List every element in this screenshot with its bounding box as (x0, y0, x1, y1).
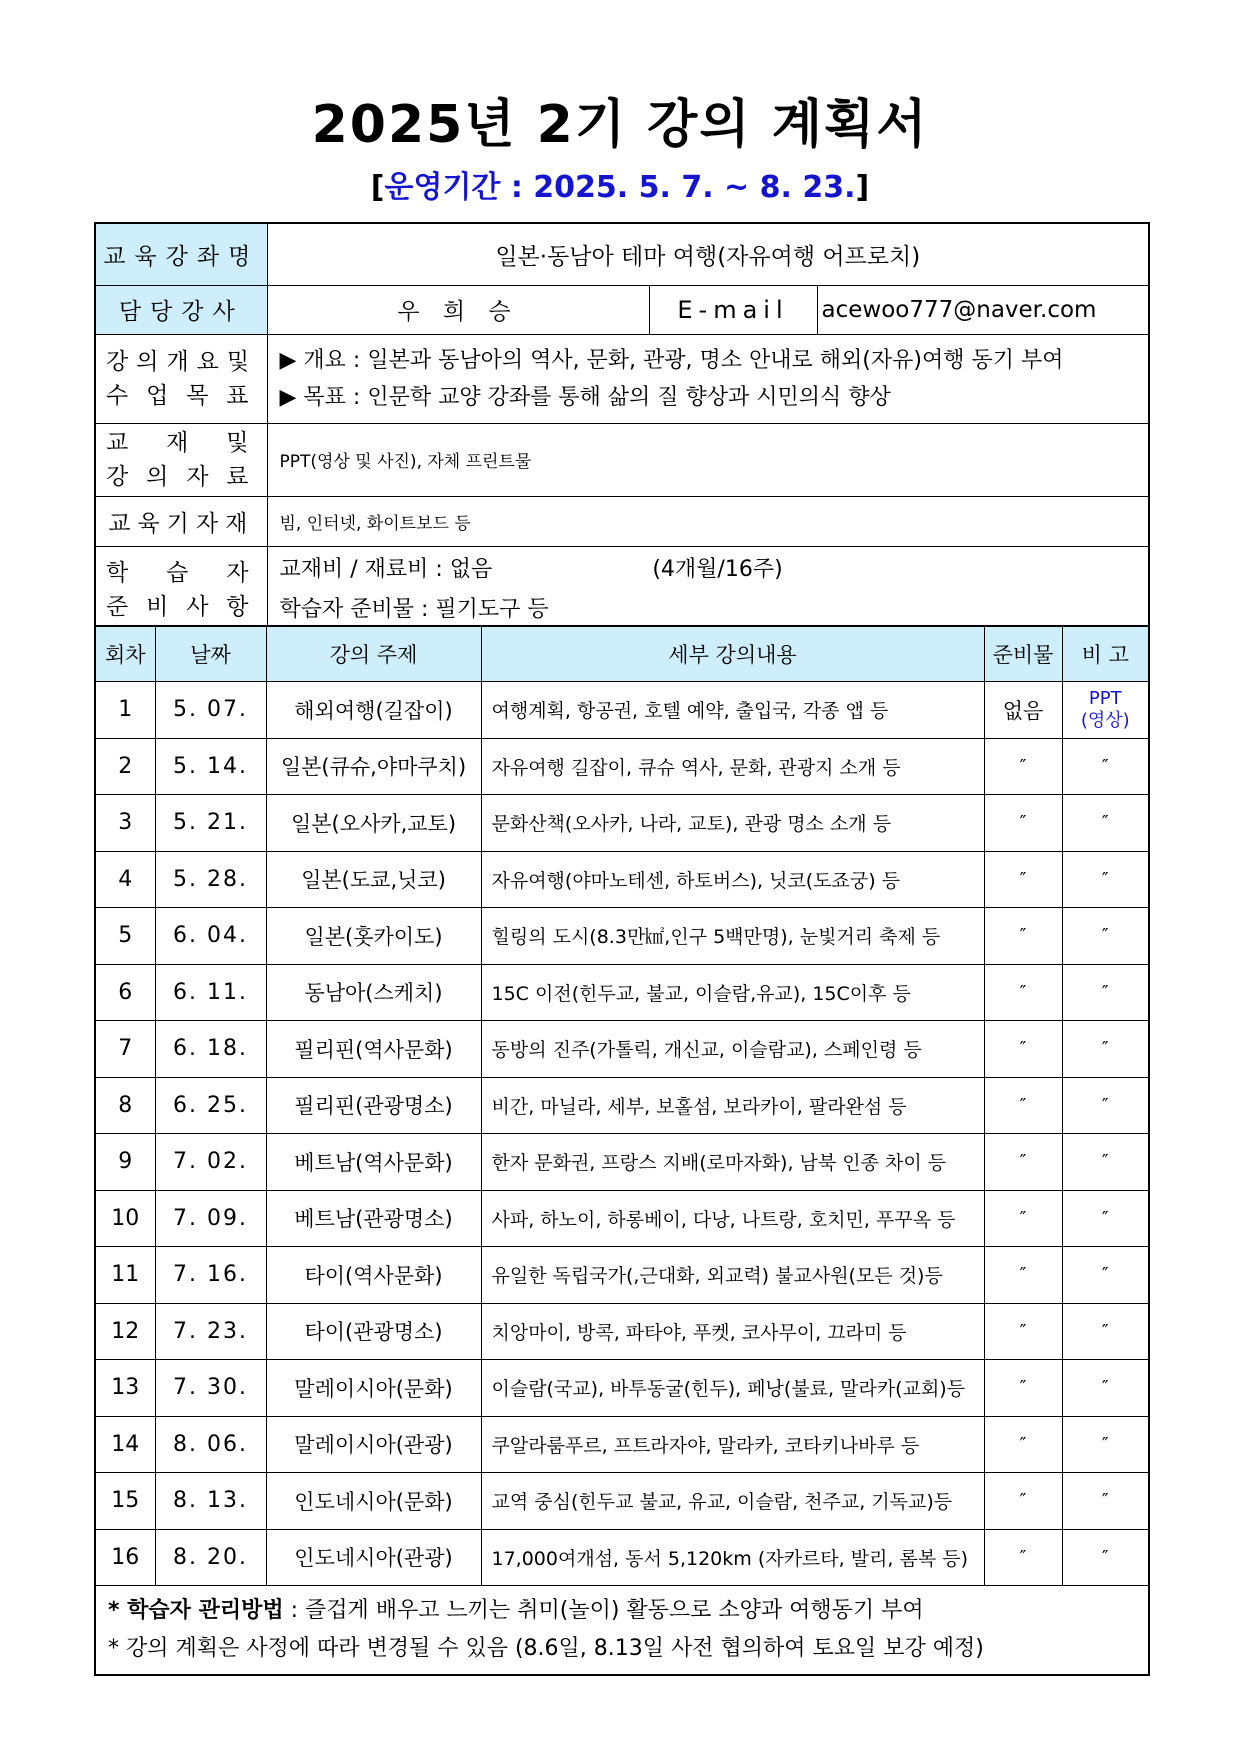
prep-cell: ″ (984, 1360, 1062, 1417)
note2: * 강의 계획은 사정에 따라 변경될 수 있음 (8.6일, 8.13일 사전 협의하여 토요일 보강 예정) (108, 1636, 984, 1661)
note-cell: PPT (영상) (1062, 682, 1149, 739)
topic-cell: 베트남(관광명소) (266, 1190, 481, 1247)
topic-cell: 동남아(스케치) (266, 964, 481, 1021)
session-number: 7 (95, 1021, 155, 1078)
label-char: 목 (186, 382, 217, 409)
table-row (95, 908, 1149, 965)
table-row (95, 1077, 1149, 1134)
topic-cell: 말레이시아(관광) (266, 1416, 481, 1473)
table-row (95, 795, 1149, 852)
table-row (95, 1416, 1149, 1473)
learner-label (95, 546, 267, 634)
topic-cell: 필리핀(관광명소) (266, 1077, 481, 1134)
table-row (95, 1021, 1149, 1078)
note-cell: ″ (1062, 1021, 1149, 1078)
prep-cell: 없음 (984, 682, 1062, 739)
prep-cell: ″ (984, 1190, 1062, 1247)
date-cell: 8. 13. (155, 1473, 266, 1530)
label-char: 준 (106, 593, 137, 620)
document-title: 2025년 2기 강의 계획서 (311, 95, 929, 155)
detail-cell: 문화산책(오사카, 나라, 교토), 관광 명소 소개 등 (481, 795, 984, 852)
course-name-value: 일본·동남아 테마 여행(자유여행 어프로치) (267, 223, 1149, 285)
session-number: 11 (95, 1247, 155, 1304)
date-cell: 6. 25. (155, 1077, 266, 1134)
detail-cell: 쿠알라룸푸르, 프트라자야, 말라카, 코타키나바루 등 (481, 1416, 984, 1473)
prep-cell: ″ (984, 1303, 1062, 1360)
learner-prep-line: 학습자 준비물 : 필기도구 등 (279, 596, 549, 622)
note-cell: ″ (1062, 738, 1149, 795)
note-cell: ″ (1062, 964, 1149, 1021)
table-row (95, 1360, 1149, 1417)
topic-cell: 일본(홋카이도) (266, 908, 481, 965)
topic-cell: 필리핀(역사문화) (266, 1021, 481, 1078)
session-number: 12 (95, 1303, 155, 1360)
date-cell: 7. 16. (155, 1247, 266, 1304)
instructor-value: 우 희 승 (267, 285, 649, 334)
date-cell: 7. 30. (155, 1360, 266, 1417)
note1-text: : 즐겁게 배우고 느끼는 취미(놀이) 활동으로 소양과 여행동기 부여 (283, 1598, 924, 1623)
overview-line: ▶ 개요 : 일본과 동남아의 역사, 문화, 관광, 명소 안내로 해외(자유)여행 동기 부여 (279, 347, 1064, 373)
date-cell: 5. 07. (155, 682, 266, 739)
topic-cell: 일본(도쿄,닛코) (266, 851, 481, 908)
topic-cell: 타이(관광명소) (266, 1303, 481, 1360)
prep-cell: ″ (984, 1416, 1062, 1473)
email-label: E-mail (649, 285, 817, 334)
note-cell: ″ (1062, 1134, 1149, 1191)
label-char: 자 (226, 559, 257, 586)
date-cell: 5. 28. (155, 851, 266, 908)
label-char: 재 (166, 429, 197, 456)
label-char: 강 (106, 463, 137, 490)
detail-cell: 17,000여개섬, 동서 5,120km (자카르타, 발리, 롬복 등) (481, 1529, 984, 1586)
label-char: 비 (146, 593, 177, 620)
date-cell: 5. 21. (155, 795, 266, 852)
prep-cell: ″ (984, 795, 1062, 852)
prep-cell: ″ (984, 1473, 1062, 1530)
note-cell: ″ (1062, 1190, 1149, 1247)
note-cell: ″ (1062, 851, 1149, 908)
topic-cell: 해외여행(길잡이) (266, 682, 481, 739)
period-open-bracket: [ (370, 170, 385, 205)
table-row (95, 738, 1149, 795)
label-char: 업 (146, 382, 177, 409)
materials-label (95, 423, 267, 496)
date-cell: 8. 20. (155, 1529, 266, 1586)
prep-cell: ″ (984, 851, 1062, 908)
duration-text: (4개월/16주) (652, 556, 783, 582)
session-number: 10 (95, 1190, 155, 1247)
header-topic: 강의 주제 (266, 626, 481, 682)
note-cell: ″ (1062, 1077, 1149, 1134)
prep-cell: ″ (984, 1021, 1062, 1078)
header-session: 회차 (95, 626, 155, 682)
prep-cell: ″ (984, 1134, 1062, 1191)
note-cell: ″ (1062, 1529, 1149, 1586)
period-close-bracket: ] (855, 170, 870, 205)
prep-cell: ″ (984, 1077, 1062, 1134)
detail-cell: 한자 문화권, 프랑스 지배(로마자화), 남북 인종 차이 등 (481, 1134, 984, 1191)
label-char: 교 (106, 429, 137, 456)
table-row (95, 1529, 1149, 1586)
header-note: 비 고 (1062, 626, 1149, 682)
label-char: 표 (226, 382, 257, 409)
date-cell: 6. 11. (155, 964, 266, 1021)
label-char: 사 (186, 593, 217, 620)
materials-value: PPT(영상 및 사진), 자체 프린트물 (267, 423, 1149, 496)
session-number: 4 (95, 851, 155, 908)
note1-prefix: * 학습자 관리방법 (108, 1598, 284, 1623)
table-row (95, 1303, 1149, 1360)
goal-line: ▶ 목표 : 인문학 교양 강좌를 통해 삶의 질 향상과 시민의식 향상 (279, 384, 891, 410)
topic-cell: 인도네시아(문화) (266, 1473, 481, 1530)
note-cell: ″ (1062, 1247, 1149, 1304)
equipment-label: 교육기자재 (95, 496, 267, 546)
detail-cell: 비간, 마닐라, 세부, 보홀섬, 보라카이, 팔라완섬 등 (481, 1077, 984, 1134)
prep-cell: ″ (984, 1247, 1062, 1304)
overview-label (95, 334, 267, 423)
session-number: 3 (95, 795, 155, 852)
detail-cell: 사파, 하노이, 하롱베이, 다낭, 나트랑, 호치민, 푸꾸옥 등 (481, 1190, 984, 1247)
session-number: 16 (95, 1529, 155, 1586)
note-cell: ″ (1062, 908, 1149, 965)
session-number: 8 (95, 1077, 155, 1134)
label-char: 자 (186, 463, 217, 490)
table-row (95, 851, 1149, 908)
session-number: 2 (95, 738, 155, 795)
instructor-label: 담당강사 (95, 285, 267, 334)
date-cell: 7. 09. (155, 1190, 266, 1247)
prep-cell: ″ (984, 964, 1062, 1021)
table-row (95, 1247, 1149, 1304)
table-row (95, 964, 1149, 1021)
prep-cell: ″ (984, 738, 1062, 795)
session-number: 1 (95, 682, 155, 739)
note-cell: ″ (1062, 1416, 1149, 1473)
date-cell: 8. 06. (155, 1416, 266, 1473)
detail-cell: 유일한 독립국가(,근대화, 외교력) 불교사원(모든 것)등 (481, 1247, 984, 1304)
label-char: 수 (106, 382, 137, 409)
header-detail: 세부 강의내용 (481, 626, 984, 682)
session-number: 13 (95, 1360, 155, 1417)
detail-cell: 자유여행 길잡이, 큐슈 역사, 문화, 관광지 소개 등 (481, 738, 984, 795)
notes-section (95, 1586, 1149, 1676)
date-cell: 6. 04. (155, 908, 266, 965)
label-char: 의 (136, 348, 167, 375)
email-value[interactable]: acewoo777@naver.com (817, 285, 1149, 334)
date-cell: 6. 18. (155, 1021, 266, 1078)
session-number: 9 (95, 1134, 155, 1191)
label-char: 및 (226, 429, 257, 456)
header-prep: 준비물 (984, 626, 1062, 682)
operation-period (0, 162, 1240, 206)
topic-cell: 인도네시아(관광) (266, 1529, 481, 1586)
detail-cell: 치앙마이, 방콕, 파타야, 푸켓, 코사무이, 끄라미 등 (481, 1303, 984, 1360)
label-char: 요 (196, 348, 227, 375)
course-name-label: 교육강좌명 (95, 223, 267, 285)
label-char: 학 (106, 559, 137, 586)
prep-cell: ″ (984, 1529, 1062, 1586)
prep-cell: ″ (984, 908, 1062, 965)
schedule-table (94, 625, 1150, 1676)
table-row (95, 1473, 1149, 1530)
detail-cell: 교역 중심(힌두교 불교, 유교, 이슬람, 천주교, 기독교)등 (481, 1473, 984, 1530)
date-cell: 7. 23. (155, 1303, 266, 1360)
session-number: 6 (95, 964, 155, 1021)
header-date: 날짜 (155, 626, 266, 682)
label-char: 항 (226, 593, 257, 620)
label-char: 강 (106, 348, 137, 375)
detail-cell: 자유여행(야마노테센, 하토버스), 닛코(도죠궁) 등 (481, 851, 984, 908)
detail-cell: 힐링의 도시(8.3만㎢,인구 5백만명), 눈빛거리 축제 등 (481, 908, 984, 965)
period-text: 운영기간 : 2025. 5. 7. ~ 8. 23. (384, 170, 856, 205)
equipment-value: 빔, 인터넷, 화이트보드 등 (267, 496, 1149, 546)
session-number: 5 (95, 908, 155, 965)
detail-cell: 15C 이전(힌두교, 불교, 이슬람,유교), 15C이후 등 (481, 964, 984, 1021)
detail-cell: 여행계획, 항공권, 호텔 예약, 출입국, 각종 앱 등 (481, 682, 984, 739)
label-char: 개 (166, 348, 197, 375)
topic-cell: 타이(역사문화) (266, 1247, 481, 1304)
date-cell: 5. 14. (155, 738, 266, 795)
detail-cell: 이슬람(국교), 바투동굴(힌두), 페낭(불료, 말라카(교회)등 (481, 1360, 984, 1417)
table-row (95, 682, 1149, 739)
label-char: 및 (226, 348, 258, 375)
detail-cell: 동방의 진주(가톨릭, 개신교, 이슬람교), 스페인령 등 (481, 1021, 984, 1078)
table-row (95, 1134, 1149, 1191)
label-char: 습 (166, 559, 197, 586)
table-row (95, 1190, 1149, 1247)
label-char: 의 (146, 463, 177, 490)
topic-cell: 일본(오사카,교토) (266, 795, 481, 852)
session-number: 14 (95, 1416, 155, 1473)
cost-line: 교재비 / 재료비 : 없음 (279, 556, 493, 582)
note-cell: ″ (1062, 1473, 1149, 1530)
label-char: 료 (226, 463, 257, 490)
topic-cell: 베트남(역사문화) (266, 1134, 481, 1191)
note-cell: ″ (1062, 1303, 1149, 1360)
note-cell: ″ (1062, 1360, 1149, 1417)
note-cell: ″ (1062, 795, 1149, 852)
topic-cell: 일본(큐슈,야마쿠치) (266, 738, 481, 795)
session-number: 15 (95, 1473, 155, 1530)
date-cell: 7. 02. (155, 1134, 266, 1191)
topic-cell: 말레이시아(문화) (266, 1360, 481, 1417)
course-info-table (94, 222, 1150, 635)
